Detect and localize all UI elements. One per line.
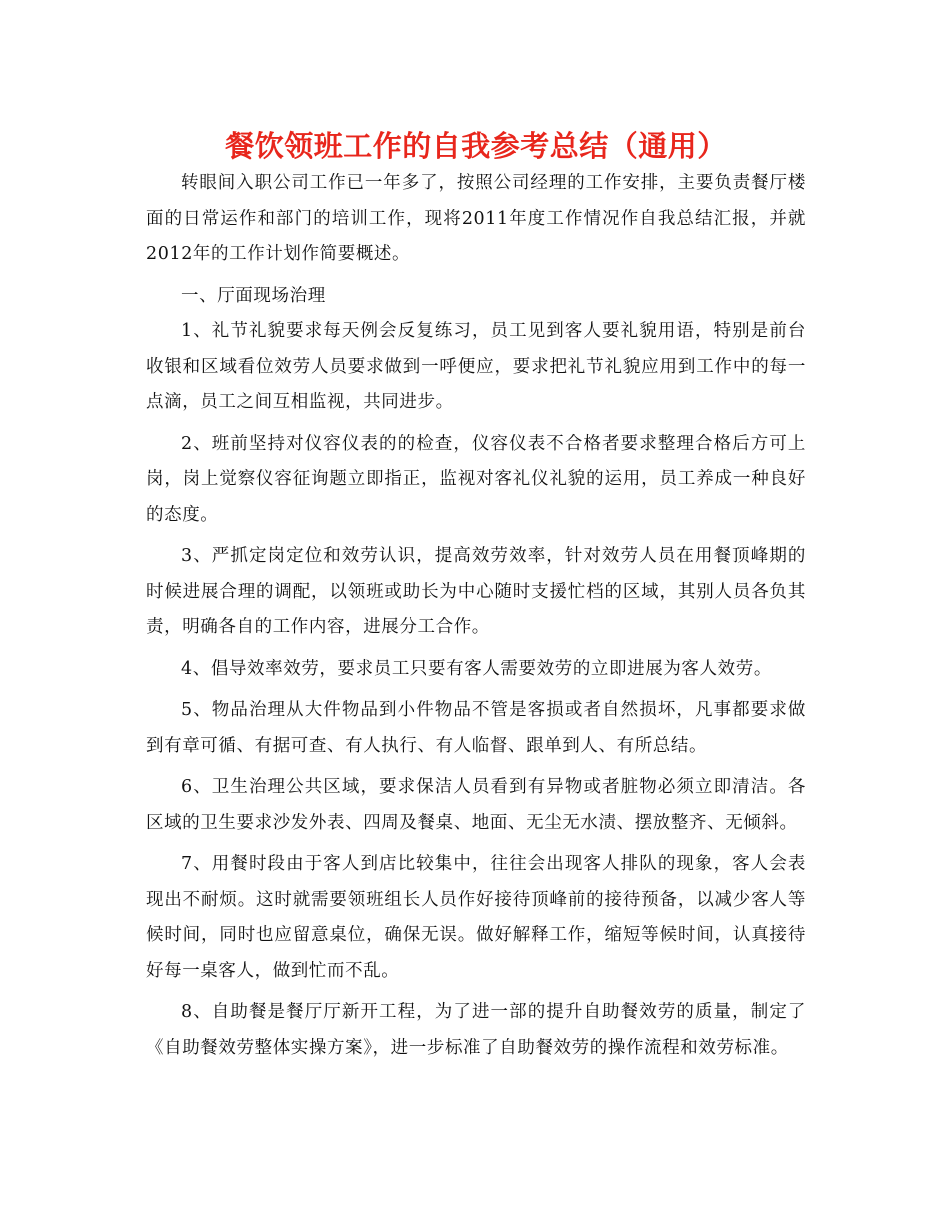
intro-paragraph: 转眼间入职公司工作已一年多了，按照公司经理的工作安排，主要负责餐厅楼面的日常运作和部门的培训工作，现将2011年度工作情况作自我总结汇报，并就2012年的工作计划作简要概述。 — [146, 173, 806, 264]
list-item: 6、卫生治理公共区域，要求保洁人员看到有异物或者脏物必须立即清洁。各区域的卫生要求沙发外表、四周及餐桌、地面、无尘无水渍、摆放整齐、无倾斜。 — [146, 777, 806, 833]
document-title: 餐饮领班工作的自我参考总结（通用） — [225, 129, 727, 163]
list-item: 7、用餐时段由于客人到店比较集中，往往会出现客人排队的现象，客人会表现出不耐烦。这时就需要领班组长人员作好接待顶峰前的接待预备，以减少客人等候时间，同时也应留意桌位，确保无误。做好解释工作，缩短等候时间，认真接待好每一桌客人，做到忙而不乱。 — [146, 854, 806, 981]
list-item: 4、倡导效率效劳，要求员工只要有客人需要效劳的立即进展为客人效劳。 — [181, 658, 772, 679]
document-page — [146, 0, 806, 1066]
list-item: 3、严抓定岗定位和效劳认识，提高效劳效率，针对效劳人员在用餐顶峰期的时候进展合理的调配，以领班或助长为中心随时支援忙档的区域，其别人员各负其责，明确各自的工作内容，进展分工合作。 — [146, 546, 806, 637]
section-heading: 一、厅面现场治理 — [181, 285, 326, 306]
list-item: 1、礼节礼貌要求每天例会反复练习，员工见到客人要礼貌用语，特别是前台收银和区域看位效劳人员要求做到一呼便应，要求把礼节礼貌应用到工作中的每一点滴，员工之间互相监视，共同进步。 — [146, 321, 806, 412]
list-item: 8、自助餐是餐厅厅新开工程，为了进一部的提升自助餐效劳的质量，制定了《自助餐效劳整体实操方案》，进一步标准了自助餐效劳的操作流程和效劳标准。 — [146, 1002, 806, 1058]
list-item: 5、物品治理从大件物品到小件物品不管是客损或者自然损坏，凡事都要求做到有章可循、有据可查、有人执行、有人临督、跟单到人、有所总结。 — [146, 700, 806, 756]
list-item: 2、班前坚持对仪容仪表的的检查，仪容仪表不合格者要求整理合格后方可上岗，岗上觉察仪容征询题立即指正，监视对客礼仪礼貌的运用，员工养成一种良好的态度。 — [146, 433, 806, 525]
